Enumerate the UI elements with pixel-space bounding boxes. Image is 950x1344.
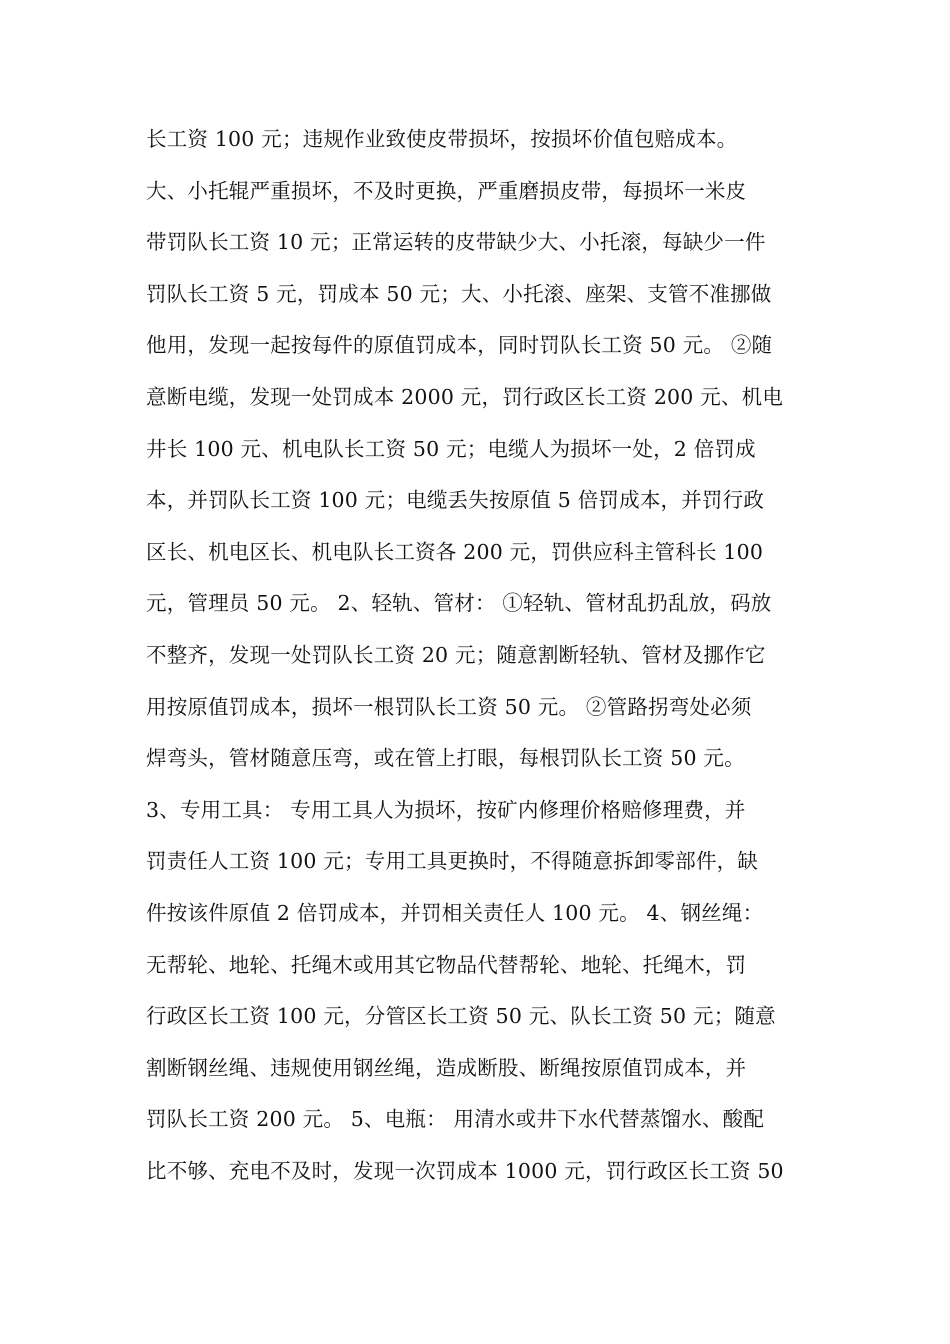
text-line: 不整齐，发现一处罚队长工资 20 元；随意割断轻轨、管材及挪作它 xyxy=(146,642,766,667)
text-line: 行政区长工资 100 元，分管区长工资 50 元、队长工资 50 元；随意 xyxy=(146,1004,776,1029)
text-line: 带罚队长工资 10 元；正常运转的皮带缺少大、小托滚，每缺少一件 xyxy=(146,230,766,255)
text-line: 无帮轮、地轮、托绳木或用其它物品代替帮轮、地轮、托绳木，罚 xyxy=(146,952,747,977)
text-line: 罚责任人工资 100 元；专用工具更换时，不得随意拆卸零部件，缺 xyxy=(146,849,759,874)
text-line: 比不够、充电不及时，发现一次罚成本 1000 元，罚行政区长工资 50 xyxy=(146,1158,784,1183)
text-line: 罚队长工资 5 元，罚成本 50 元；大、小托滚、座架、支管不准挪做 xyxy=(146,281,772,306)
text-line: 意断电缆，发现一处罚成本 2000 元，罚行政区长工资 200 元、机电 xyxy=(146,384,784,409)
text-line: 大、小托辊严重损坏，不及时更换，严重磨损皮带，每损坏一米皮 xyxy=(146,178,747,203)
text-line: 本，并罚队长工资 100 元；电缆丢失按原值 5 倍罚成本，并罚行政 xyxy=(146,488,765,513)
text-line: 元，管理员 50 元。 2、轻轨、管材： ①轻轨、管材乱扔乱放，码放 xyxy=(146,591,772,616)
text-line: 焊弯头，管材随意压弯，或在管上打眼，每根罚队长工资 50 元。 xyxy=(146,746,745,771)
text-line: 井长 100 元、机电队长工资 50 元；电缆人为损坏一处，2 倍罚成 xyxy=(146,436,756,461)
text-line: 区长、机电区长、机电队长工资各 200 元，罚供应科主管科长 100 xyxy=(146,539,764,564)
text-line: 罚队长工资 200 元。 5、电瓶： 用清水或井下水代替蒸馏水、酸配 xyxy=(146,1107,765,1132)
text-line: 3、专用工具： 专用工具人为损坏，按矿内修理价格赔修理费，并 xyxy=(146,797,746,822)
text-line: 他用，发现一起按每件的原值罚成本，同时罚队长工资 50 元。 ②随 xyxy=(146,333,773,358)
text-line: 长工资 100 元；违规作业致使皮带损坏，按损坏价值包赔成本。 xyxy=(146,127,738,151)
text-line: 件按该件原值 2 倍罚成本，并罚相关责任人 100 元。 4、钢丝绳： xyxy=(146,900,764,925)
text-line: 割断钢丝绳、违规使用钢丝绳，造成断股、断绳按原值罚成本，并 xyxy=(146,1055,747,1080)
text-line: 用按原值罚成本，损坏一根罚队长工资 50 元。 ②管路拐弯处必须 xyxy=(146,694,752,719)
body-text xyxy=(146,114,826,1197)
